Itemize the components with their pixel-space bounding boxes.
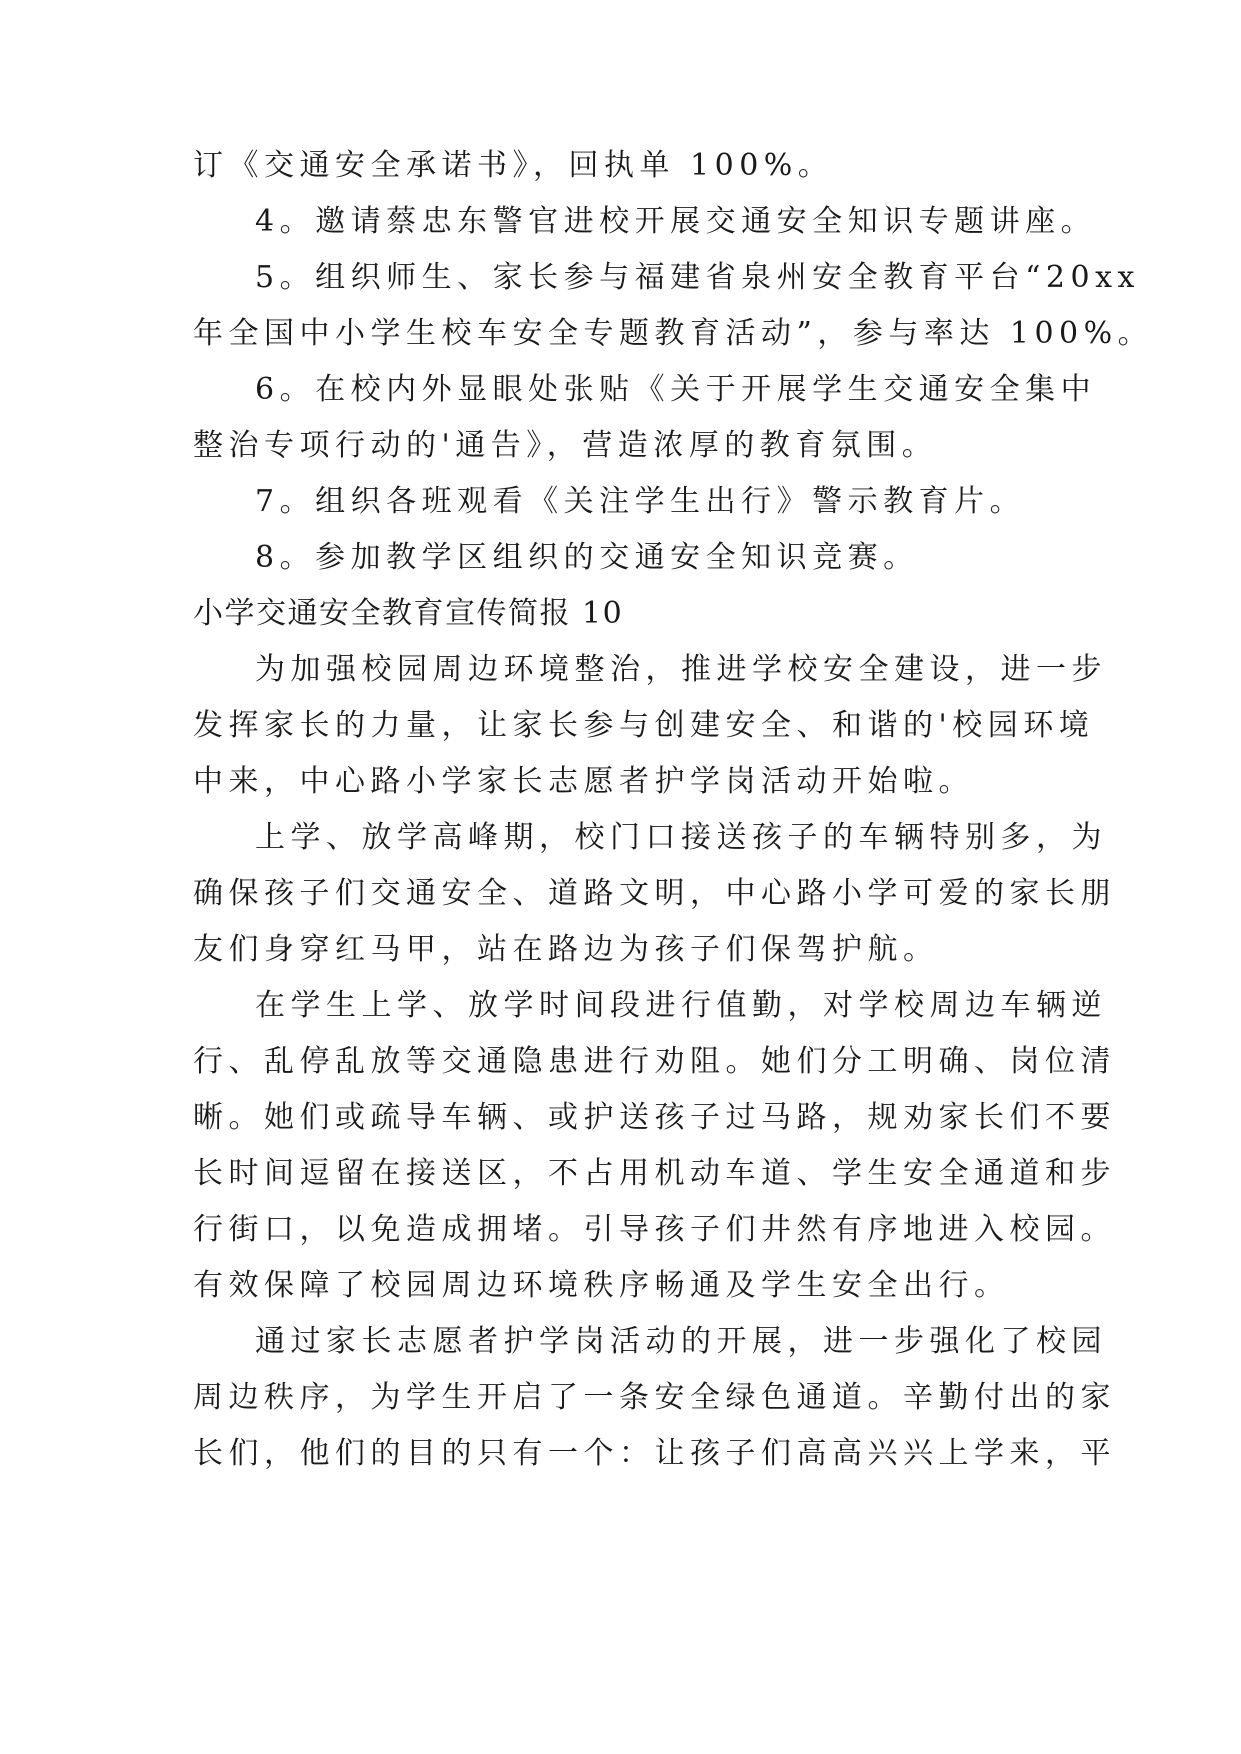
paragraph-line: 通过家长志愿者护学岗活动的开展，进一步强化了校园 (255, 1324, 1107, 1359)
paragraph-line: 行街口，以免造成拥堵。引导孩子们井然有序地进入校园。 (193, 1212, 1116, 1247)
paragraph-line: 中来，中心路小学家长志愿者护学岗活动开始啦。 (193, 764, 974, 799)
paragraph-line: 有效保障了校园周边环境秩序畅通及学生安全出行。 (193, 1268, 1010, 1303)
paragraph-line: 友们身穿红马甲，站在路边为孩子们保驾护航。 (193, 932, 939, 967)
paragraph-line: 发挥家长的力量，让家长参与创建安全、和谐的'校园环境 (193, 708, 1095, 743)
list-item: 5。组织师生、家长参与福建省泉州安全教育平台“20xx (255, 260, 1140, 295)
list-item: 4。邀请蔡忠东警官进校开展交通安全知识专题讲座。 (255, 204, 1097, 239)
paragraph-line: 长时间逗留在接送区，不占用机动车道、学生安全通道和步 (193, 1156, 1116, 1191)
list-item: 6。在校内外显眼处张贴《关于开展学生交通安全集中 (255, 372, 1097, 407)
paragraph-line: 晰。她们或疏导车辆、或护送孩子过马路，规劝家长们不要 (193, 1100, 1116, 1135)
paragraph-line: 行、乱停乱放等交通隐患进行劝阻。她们分工明确、岗位清 (193, 1044, 1116, 1079)
paragraph-line: 在学生上学、放学时间段进行值勤，对学校周边车辆逆 (255, 988, 1107, 1023)
paragraph-line: 确保孩子们交通安全、道路文明，中心路小学可爱的家长朋 (193, 876, 1116, 911)
body-text-line: 订《交通安全承诺书》，回执单 100%。 (193, 148, 834, 183)
paragraph-line: 周边秩序，为学生开启了一条安全绿色通道。辛勤付出的家 (193, 1380, 1116, 1415)
body-text-line: 年全国中小学生校车安全专题教育活动”，参与率达 100%。 (193, 316, 1154, 351)
paragraph-line: 长们，他们的目的只有一个：让孩子们高高兴兴上学来，平 (193, 1436, 1116, 1471)
paragraph-line: 上学、放学高峰期，校门口接送孩子的车辆特别多，为 (255, 820, 1107, 855)
list-item: 7。组织各班观看《关注学生出行》警示教育片。 (255, 484, 1026, 519)
paragraph-line: 为加强校园周边环境整治，推进学校安全建设，进一步 (255, 652, 1107, 687)
body-text-line: 整治专项行动的'通告》，营造浓厚的教育氛围。 (193, 428, 938, 463)
list-item: 8。参加教学区组织的交通安全知识竞赛。 (255, 540, 919, 575)
section-heading: 小学交通安全教育宣传简报 10 (193, 596, 624, 631)
